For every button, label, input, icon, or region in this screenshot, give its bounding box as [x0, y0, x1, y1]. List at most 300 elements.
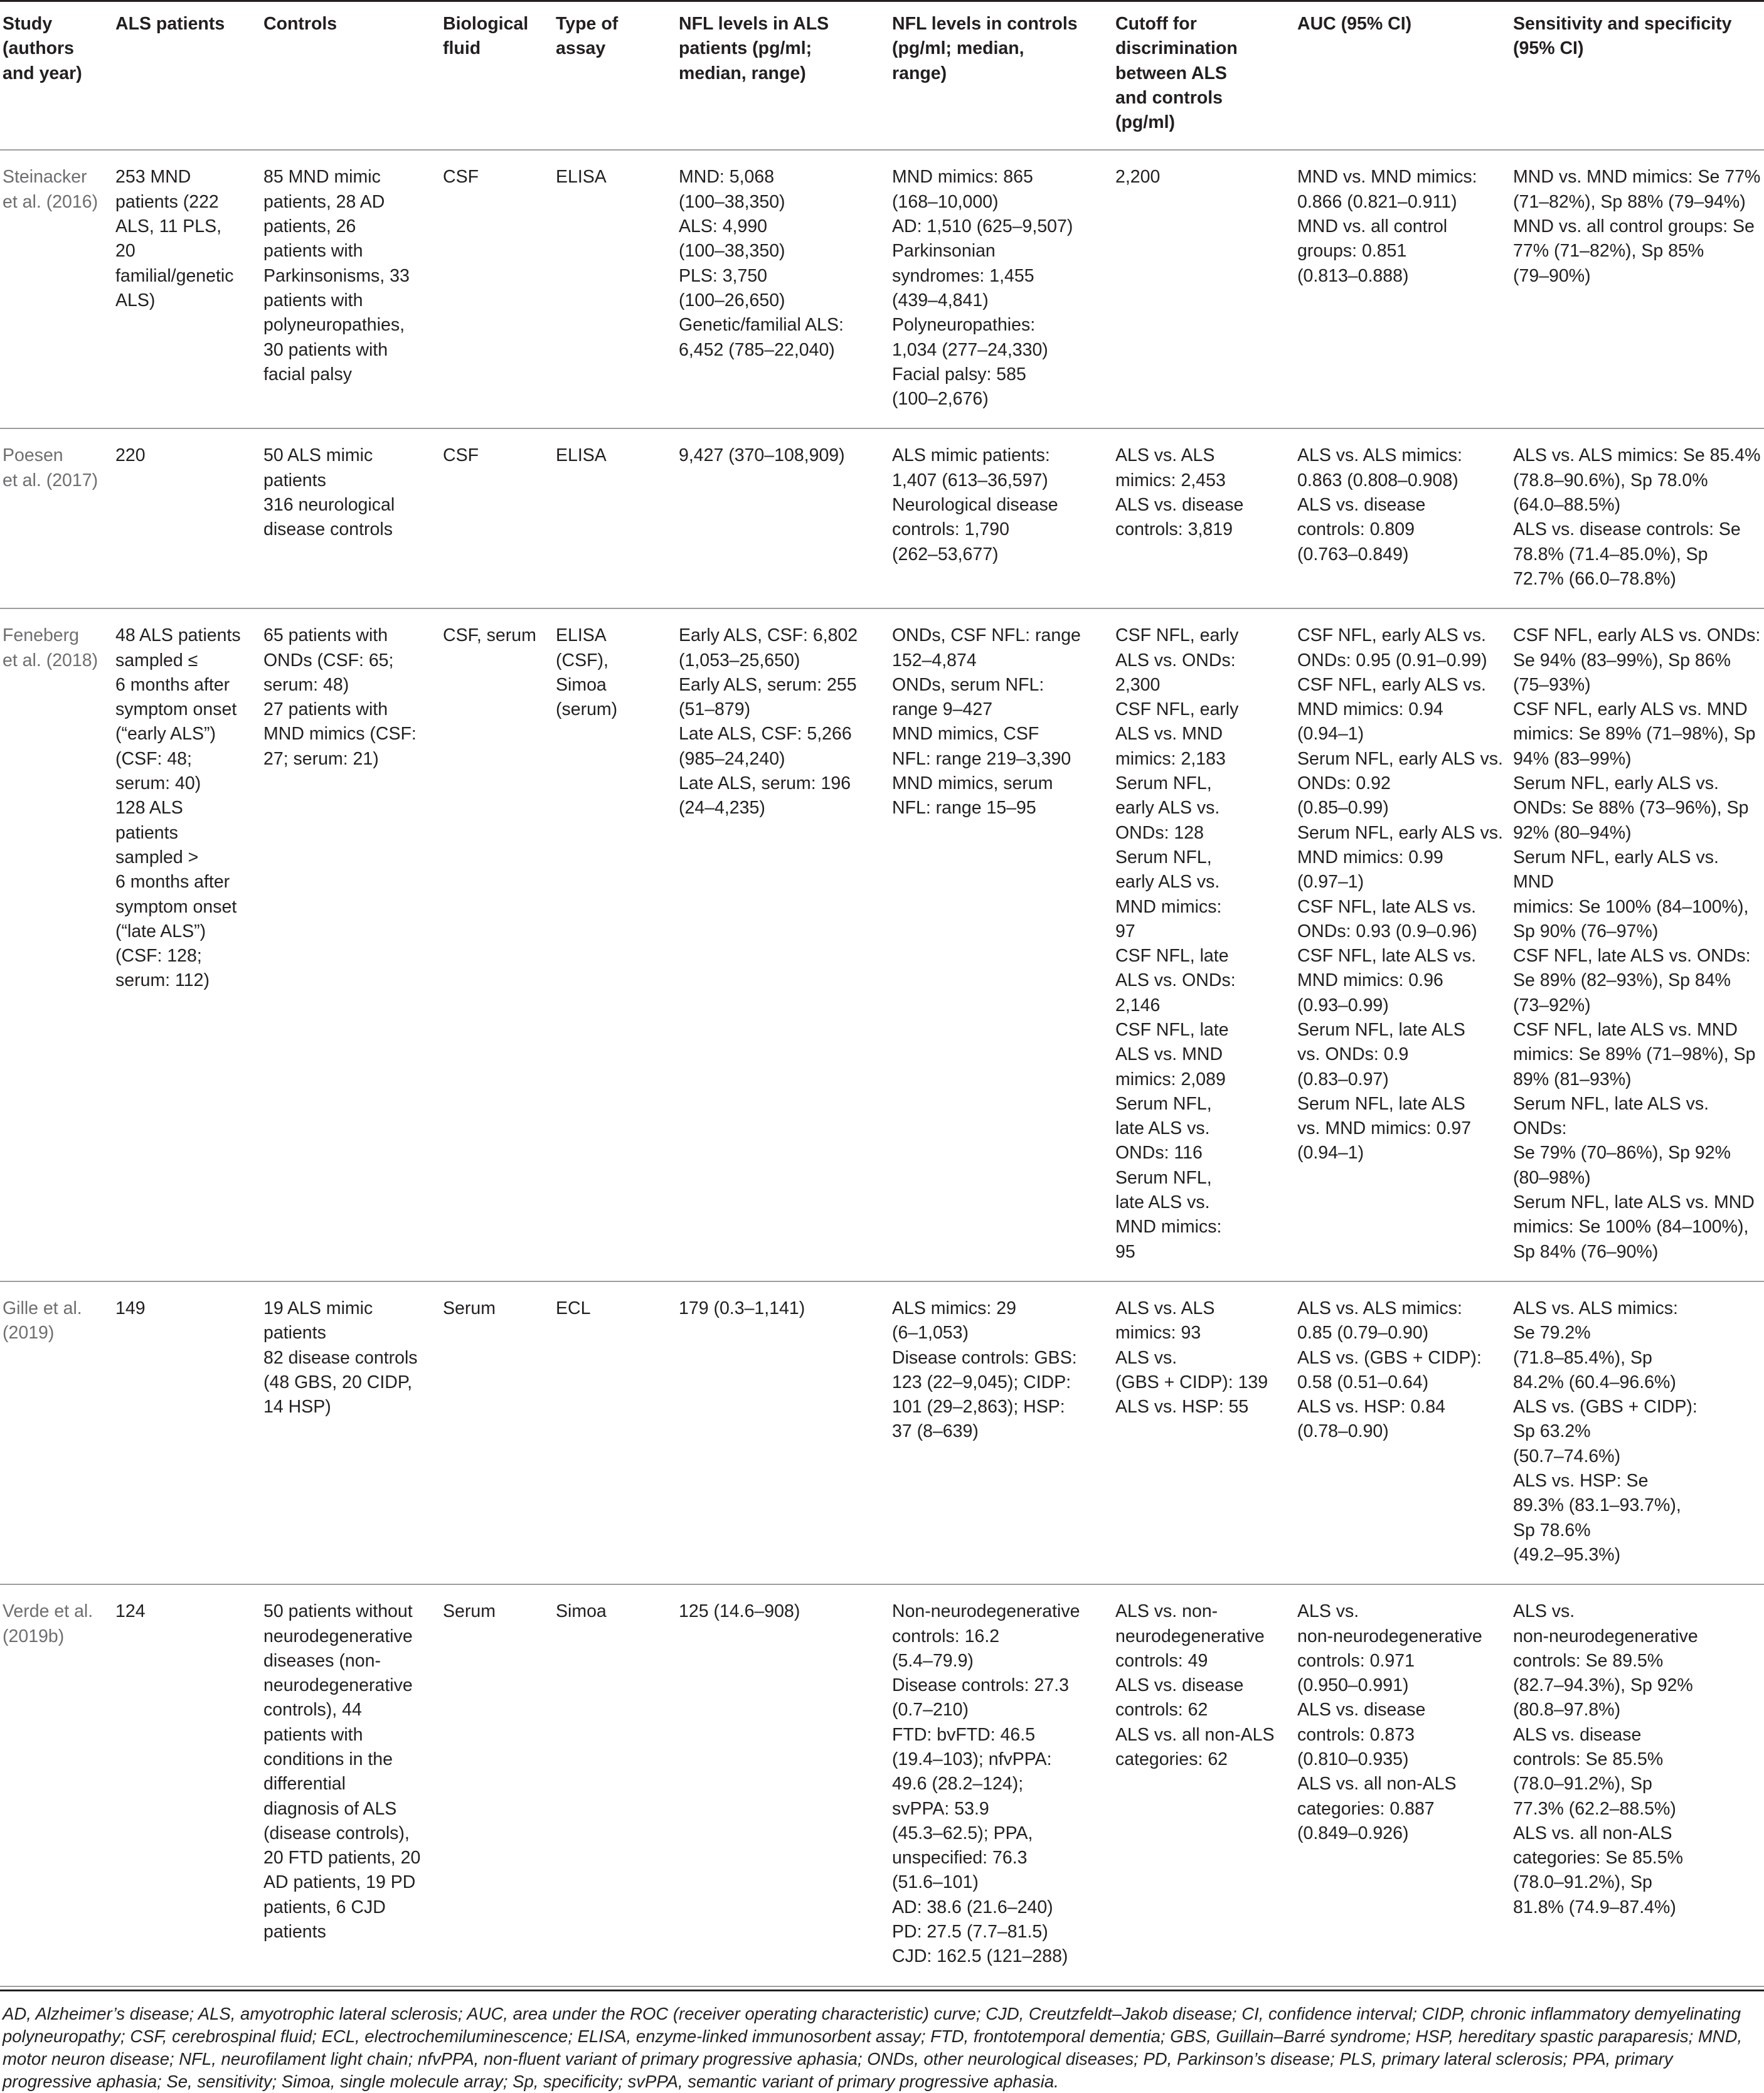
cell-line: (262–53,677): [892, 544, 999, 564]
cell-line: 6,452 (785–22,040): [679, 339, 835, 360]
cell-line: ALS vs. ONDs:: [1115, 650, 1236, 670]
cell-nfl-als: [671, 150, 885, 428]
cell-line: neurodegenerative: [1115, 1626, 1265, 1646]
cell-line: between ALS: [1115, 63, 1227, 83]
cell-line: MND mimics: 865: [892, 167, 1033, 188]
cell-line: (pg/ml; median,: [892, 38, 1024, 59]
cell-line: MND vs. MND mimics:: [1297, 167, 1477, 188]
cell-line: Parkinsonisms, 33: [263, 265, 410, 286]
cell-assay-type: [548, 1584, 671, 1986]
cell-line: ALS vs. MND: [1115, 1044, 1223, 1065]
cell-line: ELISA: [556, 445, 607, 466]
cell-line: ALS vs.: [1115, 1347, 1177, 1368]
cell-line: ALS vs. ALS mimics:: [1297, 445, 1462, 466]
cell-line: Sp 84% (76–90%): [1513, 1241, 1659, 1262]
cell-line: 89% (81–93%): [1513, 1069, 1632, 1089]
cell-line: (“early ALS”): [115, 724, 216, 744]
cell-line: assay: [556, 38, 606, 59]
cell-nfl-als: [671, 1584, 885, 1986]
cell-als-patients: [108, 1584, 256, 1986]
cell-line: Serum NFL, early ALS vs.: [1297, 748, 1503, 769]
cell-line: mimics: 2,183: [1115, 748, 1226, 769]
column-header-controls: [256, 1, 435, 151]
cell-line: ONDs: 0.92: [1297, 773, 1391, 794]
cell-line: controls: 0.873: [1297, 1724, 1415, 1745]
cell-cutoff: [1108, 1584, 1290, 1986]
cell-nfl-als: [671, 1281, 885, 1584]
cell-line: (pg/ml): [1115, 112, 1175, 133]
cell-line: Serum NFL, late ALS vs. ONDs:: [1513, 1093, 1709, 1139]
cell-line: ALS vs. disease: [1297, 495, 1426, 516]
cell-line: CSF NFL, early ALS vs. MND: [1513, 699, 1748, 720]
cell-line: patients (pg/ml;: [679, 38, 812, 59]
cell-line: (80–98%): [1513, 1167, 1591, 1188]
cell-auc: [1290, 150, 1506, 428]
table-row: [0, 150, 1764, 428]
cell-line: Se 79% (70–86%), Sp 92%: [1513, 1143, 1731, 1163]
cell-line: CJD: 162.5 (121–288): [892, 1946, 1068, 1967]
cell-line: ALS vs. (GBS + CIDP):: [1513, 1397, 1698, 1417]
cell-line: ALS, 11 PLS,: [115, 216, 221, 237]
cell-line: CSF NFL, early ALS vs. ONDs:: [1513, 625, 1761, 646]
header-row: [0, 1, 1764, 151]
cell-line: ALS vs. ALS mimics:: [1297, 1298, 1462, 1318]
cell-line: Biological: [443, 14, 529, 34]
cell-line: ALS vs. HSP: 55: [1115, 1397, 1249, 1417]
cell-line: ALS vs. disease controls: Se: [1513, 519, 1741, 540]
cell-line: Se 79.2%: [1513, 1323, 1591, 1343]
cell-line: (2019): [3, 1323, 55, 1343]
cell-line: ALS vs. ONDs:: [1115, 970, 1236, 991]
cell-line: 2,300: [1115, 674, 1161, 695]
table-row: [0, 608, 1764, 1281]
cell-line: Controls: [263, 14, 337, 34]
cell-controls: [256, 608, 435, 1281]
cell-line: 95: [1115, 1241, 1135, 1262]
cell-line: mimics: Se 100% (84–100%),: [1513, 1217, 1749, 1237]
cell-line: Serum: [443, 1601, 496, 1622]
cell-line: 78.8% (71.4–85.0%), Sp: [1513, 544, 1708, 564]
cell-line: symptom onset: [115, 699, 237, 720]
cell-line: CSF: [443, 445, 479, 466]
cell-line: median, range): [679, 63, 806, 83]
cell-line: 89.3% (83.1–93.7%),: [1513, 1495, 1681, 1516]
cell-line: (0.7–210): [892, 1700, 969, 1720]
cell-line: NFL levels in controls: [892, 14, 1078, 34]
cell-line: 48 ALS patients: [115, 625, 241, 646]
cell-line: ALS: 4,990: [679, 216, 768, 237]
cell-line: MND mimics:: [1115, 1217, 1222, 1237]
cell-line: patients: [263, 470, 326, 490]
cell-line: 77% (71–82%), Sp 85%: [1513, 241, 1704, 262]
cell-line: sampled >: [115, 847, 199, 867]
cell-line: (0.813–0.888): [1297, 265, 1409, 286]
cell-line: 81.8% (74.9–87.4%): [1513, 1897, 1676, 1917]
cell-line: 125 (14.6–908): [679, 1601, 800, 1622]
cell-line: late ALS vs.: [1115, 1118, 1210, 1139]
cell-line: (0.83–0.97): [1297, 1069, 1389, 1089]
cell-als-patients: [108, 1281, 256, 1584]
cell-line: Serum NFL, late ALS vs. MND: [1513, 1192, 1755, 1213]
cell-line: ALS mimics: 29: [892, 1298, 1016, 1318]
cell-biological-fluid: [435, 150, 548, 428]
cell-cutoff: [1108, 1281, 1290, 1584]
cell-study: [0, 1281, 108, 1584]
cell-line: CSF NFL, early: [1115, 625, 1239, 646]
cell-line: (CSF: 48;: [115, 748, 192, 769]
cell-line: CSF NFL, late ALS vs. ONDs:: [1513, 946, 1751, 967]
cell-line: 0.863 (0.808–0.908): [1297, 470, 1458, 490]
cell-line: diseases (non-: [263, 1650, 381, 1671]
cell-biological-fluid: [435, 1281, 548, 1584]
cell-line: early ALS vs.: [1115, 872, 1220, 893]
cell-line: (authors: [3, 38, 74, 59]
cell-line: patients, 26: [263, 216, 356, 237]
cell-line: fluid: [443, 38, 481, 59]
cell-line: Early ALS, CSF: 6,802: [679, 625, 858, 646]
cell-line: 0.85 (0.79–0.90): [1297, 1323, 1429, 1343]
cell-sensitivity-specificity: [1506, 428, 1764, 608]
cell-assay-type: [548, 150, 671, 428]
cell-line: (5.4–79.9): [892, 1650, 974, 1671]
cell-line: Serum NFL,: [1115, 1093, 1212, 1114]
cell-line: CSF, serum: [443, 625, 536, 646]
cell-line: (78.8–90.6%), Sp 78.0%: [1513, 470, 1708, 490]
cell-line: 85 MND mimic: [263, 167, 381, 188]
cell-line: diagnosis of ALS: [263, 1798, 397, 1819]
cell-nfl-controls: [885, 150, 1108, 428]
cell-line: mimics: 93: [1115, 1323, 1201, 1343]
cell-line: controls: Se 89.5%: [1513, 1650, 1664, 1671]
cell-auc: [1290, 1584, 1506, 1986]
cell-line: 1,034 (277–24,330): [892, 339, 1048, 360]
cell-line: 6 months after: [115, 674, 230, 695]
cell-line: NFL levels in ALS: [679, 14, 829, 34]
cell-line: Serum NFL, late ALS: [1297, 1093, 1465, 1114]
cell-study: [0, 608, 108, 1281]
cell-line: AD: 1,510 (625–9,507): [892, 216, 1073, 237]
cell-line: 20: [115, 241, 135, 262]
cell-auc: [1290, 608, 1506, 1281]
cell-line: Facial palsy: 585: [892, 364, 1026, 384]
cell-line: ONDs, serum NFL:: [892, 674, 1044, 695]
cell-line: (78.0–91.2%), Sp: [1513, 1774, 1652, 1794]
cell-line: 14 HSP): [263, 1397, 331, 1417]
cell-line: Sp 90% (76–97%): [1513, 921, 1659, 941]
cell-line: Late ALS, CSF: 5,266: [679, 724, 852, 744]
cell-line: CSF NFL, early: [1115, 699, 1239, 720]
cell-line: vs. MND mimics: 0.97: [1297, 1118, 1472, 1139]
cell-line: Serum NFL, early ALS vs.: [1297, 822, 1503, 843]
cell-line: disease controls: [263, 519, 393, 540]
column-header-biological-fluid: [435, 1, 548, 151]
cell-line: 77.3% (62.2–88.5%): [1513, 1798, 1676, 1819]
cell-line: serum: 112): [115, 970, 210, 991]
cell-line: Verde et al.: [3, 1601, 93, 1622]
cell-nfl-controls: [885, 1281, 1108, 1584]
cell-cutoff: [1108, 428, 1290, 608]
cell-line: et al. (2016): [3, 191, 98, 212]
cell-line: Serum NFL, early ALS vs. MND: [1513, 847, 1719, 893]
cell-controls: [256, 1281, 435, 1584]
cell-line: patients, 6 CJD: [263, 1897, 386, 1917]
cell-assay-type: [548, 1281, 671, 1584]
cell-line: and year): [3, 63, 82, 83]
cell-line: (0.94–1): [1297, 1143, 1364, 1163]
cell-line: (78.0–91.2%), Sp: [1513, 1872, 1652, 1893]
cell-line: 128 ALS: [115, 798, 183, 819]
cell-line: controls), 44: [263, 1700, 362, 1720]
cell-line: (CSF: 128;: [115, 946, 202, 967]
table-row: [0, 1281, 1764, 1584]
cell-line: Genetic/familial ALS:: [679, 315, 844, 336]
cell-line: discrimination: [1115, 38, 1238, 59]
cell-line: ALS vs. HSP: Se: [1513, 1471, 1649, 1492]
cell-line: ELISA: [556, 167, 607, 188]
cell-line: FTD: bvFTD: 46.5: [892, 1724, 1036, 1745]
cell-line: ALS patients: [115, 14, 225, 34]
column-header-als-patients: [108, 1, 256, 151]
cell-line: ALS mimic patients:: [892, 445, 1050, 466]
cell-line: Sp 63.2%: [1513, 1421, 1591, 1442]
cell-line: symptom onset: [115, 896, 237, 917]
cell-sensitivity-specificity: [1506, 1584, 1764, 1986]
cell-line: ALS vs. ALS: [1115, 445, 1215, 466]
cell-line: mimics: Se 100% (84–100%),: [1513, 896, 1749, 917]
cell-line: Poesen: [3, 445, 63, 466]
cell-line: CSF NFL, late ALS vs. MND: [1513, 1019, 1738, 1040]
cell-line: 2,146: [1115, 995, 1161, 1015]
cell-line: neurodegenerative: [263, 1675, 413, 1696]
cell-line: ONDs: 0.95 (0.91–0.99): [1297, 650, 1487, 670]
cell-line: 316 neurological: [263, 495, 395, 516]
cell-line: et al. (2017): [3, 470, 98, 490]
cell-line: ONDs (CSF: 65;: [263, 650, 394, 670]
cell-cutoff: [1108, 150, 1290, 428]
cell-line: ALS vs. disease: [1297, 1700, 1426, 1720]
cell-line: (CSF),: [556, 650, 608, 670]
cell-line: range 9–427: [892, 699, 993, 720]
cell-line: (0.849–0.926): [1297, 1823, 1409, 1843]
cell-line: ELISA: [556, 625, 607, 646]
cell-line: ALS): [115, 290, 156, 310]
cell-line: (71–82%), Sp 88% (79–94%): [1513, 191, 1746, 212]
cell-line: Simoa: [556, 674, 607, 695]
cell-line: ONDs: 0.93 (0.9–0.96): [1297, 921, 1477, 941]
cell-line: ECL: [556, 1298, 591, 1318]
cell-line: 179 (0.3–1,141): [679, 1298, 805, 1318]
cell-line: ALS vs. non-: [1115, 1601, 1218, 1622]
cell-line: Gille et al.: [3, 1298, 82, 1318]
cell-line: late ALS vs.: [1115, 1192, 1210, 1213]
cell-line: polyneuropathies,: [263, 315, 405, 336]
cell-line: 1,407 (613–36,597): [892, 470, 1048, 490]
cell-auc: [1290, 1281, 1506, 1584]
column-header-nfl-controls: [885, 1, 1108, 151]
cell-line: patients: [115, 822, 178, 843]
cell-line: AD: 38.6 (21.6–240): [892, 1897, 1053, 1917]
table-header: [0, 1, 1764, 151]
cell-line: MND mimics: 0.99: [1297, 847, 1443, 867]
cell-line: early ALS vs.: [1115, 798, 1220, 819]
cell-line: 37 (8–639): [892, 1421, 979, 1442]
cell-line: differential: [263, 1774, 346, 1794]
cell-line: Polyneuropathies:: [892, 315, 1036, 336]
cell-line: 84.2% (60.4–96.6%): [1513, 1372, 1676, 1392]
cell-line: syndromes: 1,455: [892, 265, 1034, 286]
cell-line: (985–24,240): [679, 748, 785, 769]
cell-nfl-controls: [885, 428, 1108, 608]
cell-line: Disease controls: GBS:: [892, 1347, 1077, 1368]
cell-line: 152–4,874: [892, 650, 977, 670]
cell-line: MND mimics (CSF:: [263, 724, 417, 744]
cell-line: Cutoff for: [1115, 14, 1197, 34]
cell-line: 27 patients with: [263, 699, 388, 720]
cell-line: ALS vs.: [1297, 1601, 1359, 1622]
cell-line: categories: Se 85.5%: [1513, 1848, 1683, 1868]
cell-line: (19.4–103); nfvPPA:: [892, 1749, 1052, 1769]
cell-line: (71.8–85.4%), Sp: [1513, 1347, 1652, 1368]
cell-line: (50.7–74.6%): [1513, 1446, 1621, 1466]
table-row: [0, 1584, 1764, 1986]
cell-line: controls: 0.809: [1297, 519, 1415, 540]
cell-line: 0.58 (0.51–0.64): [1297, 1372, 1429, 1392]
cell-line: CSF NFL, late ALS vs.: [1297, 946, 1477, 967]
cell-line: ALS vs. ALS mimics:: [1513, 1298, 1678, 1318]
cell-line: Sensitivity and specificity: [1513, 14, 1732, 34]
cell-line: (100–26,650): [679, 290, 785, 310]
cell-line: Simoa: [556, 1601, 607, 1622]
cell-line: (73–92%): [1513, 995, 1591, 1015]
table-footnote: AD, Alzheimer’s disease; ALS, amyotrophic lateral sclerosis; AUC, area under the ROC (receiver operating characteristic) curve; CJD, Creutzfeldt–Jakob disease; CI, confidence interval; CIDP, chronic inflammatory demyelinating polyneuropathy; CSF, cerebrospinal fluid; ECL, electrochemiluminescence; ELISA, enzyme-linked immunosorbent assay; FTD, frontotemporal dementia; GBS, Guillain–Barré syndrome; HSP, hereditary spastic paraparesis; MND, motor neuron disease; NFL, neurofilament light chain; nfvPPA, non-fluent variant of primary progressive aphasia; ONDs, other neurological diseases; PD, Parkinson’s disease; PLS, primary lateral sclerosis; PPA, primary progressive aphasia; Se, sensitivity; Simoa, single molecule array; Sp, specificity; svPPA, semantic variant of primary progressive aphasia.: [0, 1990, 1764, 2093]
cell-line: MND mimics, serum: [892, 773, 1053, 794]
cell-line: (51.6–101): [892, 1872, 979, 1893]
cell-line: mimics: Se 89% (71–98%), Sp: [1513, 1044, 1756, 1065]
cell-line: patients with: [263, 290, 363, 310]
cell-line: MND vs. MND mimics: Se 77%: [1513, 167, 1761, 188]
cell-line: 27; serum: 21): [263, 748, 379, 769]
cell-nfl-controls: [885, 1584, 1108, 1986]
cell-line: svPPA: 53.9: [892, 1798, 989, 1819]
cell-line: categories: 62: [1115, 1749, 1228, 1769]
cell-study: [0, 150, 108, 428]
cell-biological-fluid: [435, 608, 548, 1281]
column-header-auc: [1290, 1, 1506, 151]
cell-line: ONDs: Se 88% (73–96%), Sp: [1513, 798, 1749, 819]
cell-line: ALS vs. (GBS + CIDP):: [1297, 1347, 1482, 1368]
table-body: [0, 150, 1764, 1986]
cell-line: MND mimics, CSF: [892, 724, 1039, 744]
cell-line: (0.78–0.90): [1297, 1421, 1389, 1442]
cell-assay-type: [548, 608, 671, 1281]
cell-line: controls: 62: [1115, 1700, 1208, 1720]
cell-line: (100–38,350): [679, 191, 785, 212]
cell-line: (“late ALS”): [115, 921, 206, 941]
cell-line: 94% (83–99%): [1513, 748, 1632, 769]
cell-line: neurodegenerative: [263, 1626, 413, 1646]
cell-line: (168–10,000): [892, 191, 999, 212]
cell-line: Steinacker: [3, 167, 87, 188]
cell-line: ALS vs. disease: [1115, 495, 1244, 516]
cell-line: vs. ONDs: 0.9: [1297, 1044, 1409, 1065]
cell-line: controls: 1,790: [892, 519, 1009, 540]
cell-line: (82.7–94.3%), Sp 92%: [1513, 1675, 1693, 1696]
cell-line: controls: Se 85.5%: [1513, 1749, 1664, 1769]
cell-study: [0, 1584, 108, 1986]
cell-line: Se 94% (83–99%), Sp 86%: [1513, 650, 1731, 670]
cell-line: 123 (22–9,045); CIDP:: [892, 1372, 1071, 1392]
cell-biological-fluid: [435, 1584, 548, 1986]
cell-line: Type of: [556, 14, 619, 34]
cell-line: Parkinsonian: [892, 241, 996, 262]
cell-line: ALS vs. disease: [1115, 1675, 1244, 1696]
cell-line: mimics: Se 89% (71–98%), Sp: [1513, 724, 1756, 744]
cell-line: 2,200: [1115, 167, 1161, 188]
column-header-nfl-als: [671, 1, 885, 151]
cell-line: ONDs: 116: [1115, 1143, 1203, 1163]
cell-line: MND mimics:: [1115, 896, 1222, 917]
cell-line: ALS vs. all non-ALS: [1297, 1774, 1457, 1794]
cell-line: ALS vs. all non-ALS: [1115, 1724, 1275, 1745]
cell-line: groups: 0.851: [1297, 241, 1407, 262]
cell-line: et al. (2018): [3, 650, 98, 670]
cell-line: unspecified: 76.3: [892, 1848, 1028, 1868]
cell-line: serum: 48): [263, 674, 349, 695]
cell-controls: [256, 428, 435, 608]
cell-line: 101 (29–2,863); HSP:: [892, 1397, 1065, 1417]
cell-line: (GBS + CIDP): 139: [1115, 1372, 1268, 1392]
cell-line: MND: 5,068: [679, 167, 775, 188]
cell-line: (0.810–0.935): [1297, 1749, 1409, 1769]
cell-line: patients: [263, 1323, 326, 1343]
cell-line: controls: 0.971: [1297, 1650, 1415, 1671]
cell-study: [0, 428, 108, 608]
cell-line: (95% CI): [1513, 38, 1584, 59]
cell-als-patients: [108, 150, 256, 428]
cell-line: 65 patients with: [263, 625, 388, 646]
cell-line: (79–90%): [1513, 265, 1591, 286]
cell-line: ALS vs. all non-ALS: [1513, 1823, 1672, 1843]
cell-line: ALS vs. ALS: [1115, 1298, 1215, 1318]
cell-line: patients with: [263, 241, 363, 262]
cell-line: (0.94–1): [1297, 724, 1364, 744]
cell-line: ALS vs. disease: [1513, 1724, 1642, 1745]
cell-line: controls: 49: [1115, 1650, 1208, 1671]
cell-line: Serum NFL,: [1115, 1167, 1212, 1188]
cell-line: Sp 78.6%: [1513, 1520, 1591, 1540]
cell-line: (45.3–62.5); PPA,: [892, 1823, 1033, 1843]
cell-line: (51–879): [679, 699, 751, 720]
cell-line: serum: 40): [115, 773, 201, 794]
cell-line: patients, 28 AD: [263, 191, 385, 212]
cell-als-patients: [108, 428, 256, 608]
cell-line: Serum: [443, 1298, 496, 1318]
cell-line: (serum): [556, 699, 618, 720]
cell-line: AUC (95% CI): [1297, 14, 1412, 34]
cell-line: ALS vs.: [1513, 1601, 1575, 1622]
cell-assay-type: [548, 428, 671, 608]
cell-line: (100–2,676): [892, 389, 989, 410]
cell-line: (1,053–25,650): [679, 650, 800, 670]
cell-line: Serum NFL,: [1115, 847, 1212, 867]
cell-line: familial/genetic: [115, 265, 234, 286]
cell-line: (64.0–88.5%): [1513, 495, 1621, 516]
cell-line: (0.85–0.99): [1297, 798, 1389, 819]
cell-line: 50 patients without: [263, 1601, 413, 1622]
cell-auc: [1290, 428, 1506, 608]
cell-line: (80.8–97.8%): [1513, 1700, 1621, 1720]
cell-line: (48 GBS, 20 CIDP,: [263, 1372, 413, 1392]
